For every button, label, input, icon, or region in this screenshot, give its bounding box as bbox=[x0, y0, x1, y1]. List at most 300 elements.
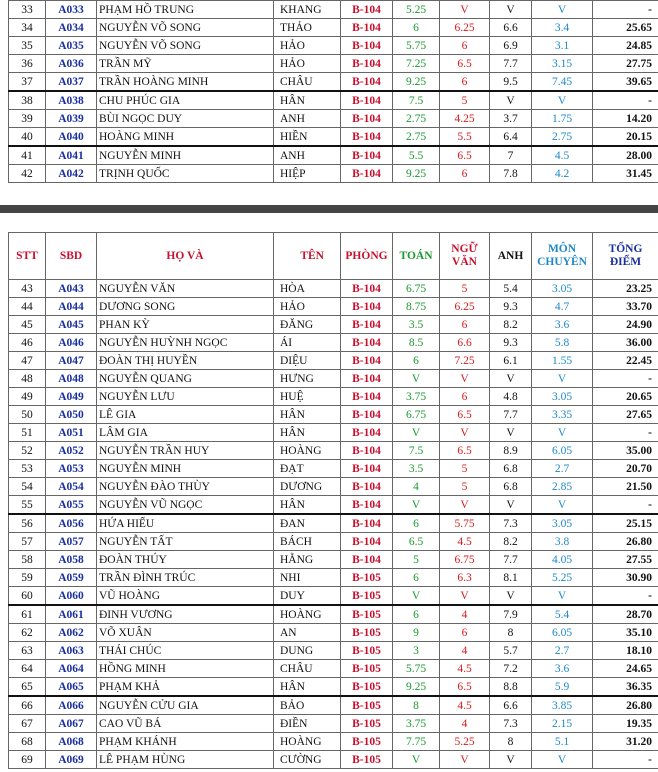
cell-ten: HUỆ bbox=[274, 388, 341, 406]
cell-van: 5 bbox=[440, 280, 490, 298]
cell-ho: NGUYỄN QUANG bbox=[97, 370, 274, 388]
cell-sbd: A038 bbox=[46, 91, 97, 110]
cell-anh: 6.9 bbox=[490, 37, 532, 55]
header-van: NGỮ VĂN bbox=[440, 233, 490, 280]
cell-tong: 39.65 bbox=[593, 73, 658, 92]
cell-tong: 28.00 bbox=[593, 146, 658, 165]
cell-phong: B-104 bbox=[341, 406, 393, 424]
cell-chuyen: 1.75 bbox=[532, 110, 593, 128]
cell-chuyen: 4.5 bbox=[532, 146, 593, 165]
cell-ho: CHU PHÚC GIA bbox=[97, 91, 274, 110]
cell-chuyen: V bbox=[532, 424, 593, 442]
cell-sbd: A065 bbox=[46, 678, 97, 697]
table-row bbox=[9, 91, 658, 110]
cell-stt: 46 bbox=[9, 334, 46, 352]
cell-stt: 49 bbox=[9, 388, 46, 406]
table-row bbox=[9, 533, 658, 551]
cell-tong: 24.90 bbox=[593, 316, 658, 334]
cell-ho: PHẠM KHẢ bbox=[97, 678, 274, 697]
cell-sbd: A040 bbox=[46, 128, 97, 147]
cell-toan: 7.25 bbox=[393, 55, 440, 73]
table-row bbox=[9, 642, 658, 660]
cell-anh: 9.5 bbox=[490, 73, 532, 92]
cell-van: 4 bbox=[440, 605, 490, 624]
table-row bbox=[9, 146, 658, 165]
cell-ten: CHÂU bbox=[274, 660, 341, 678]
cell-anh: 7.7 bbox=[490, 55, 532, 73]
cell-ten: ĐĂNG bbox=[274, 316, 341, 334]
cell-ten: HIỆP bbox=[274, 165, 341, 183]
cell-stt: 67 bbox=[9, 715, 46, 733]
cell-tong: 20.70 bbox=[593, 460, 658, 478]
cell-phong: B-104 bbox=[341, 1, 393, 19]
cell-chuyen: 3.6 bbox=[532, 660, 593, 678]
header-anh: ANH bbox=[490, 233, 532, 280]
cell-van: 5 bbox=[440, 91, 490, 110]
cell-ho: TRỊNH QUỐC bbox=[97, 165, 274, 183]
cell-van: 6 bbox=[440, 388, 490, 406]
cell-phong: B-105 bbox=[341, 642, 393, 660]
cell-phong: B-104 bbox=[341, 280, 393, 298]
cell-ho: HỨA HIẾU bbox=[97, 514, 274, 533]
cell-van: 5 bbox=[440, 478, 490, 496]
cell-toan: 5.75 bbox=[393, 660, 440, 678]
cell-ten: HÂN bbox=[274, 406, 341, 424]
cell-phong: B-105 bbox=[341, 569, 393, 587]
cell-stt: 36 bbox=[9, 55, 46, 73]
cell-ten: DUY bbox=[274, 587, 341, 606]
cell-tong: 19.35 bbox=[593, 715, 658, 733]
cell-tong: 35.10 bbox=[593, 624, 658, 642]
cell-anh: V bbox=[490, 370, 532, 388]
cell-van: 6.25 bbox=[440, 19, 490, 37]
cell-toan: 7.5 bbox=[393, 91, 440, 110]
cell-toan: 7.75 bbox=[393, 733, 440, 751]
header-stt: STT bbox=[9, 233, 46, 280]
cell-ho: VŨ HOÀNG bbox=[97, 587, 274, 606]
cell-anh: V bbox=[490, 496, 532, 515]
cell-sbd: A050 bbox=[46, 406, 97, 424]
table-row bbox=[9, 569, 658, 587]
cell-phong: B-104 bbox=[341, 55, 393, 73]
cell-stt: 47 bbox=[9, 352, 46, 370]
cell-ten: HẰNG bbox=[274, 551, 341, 569]
cell-tong: 33.70 bbox=[593, 298, 658, 316]
cell-anh: 9.3 bbox=[490, 334, 532, 352]
cell-ten: HOÀNG bbox=[274, 605, 341, 624]
cell-stt: 51 bbox=[9, 424, 46, 442]
cell-sbd: A037 bbox=[46, 73, 97, 92]
cell-phong: B-104 bbox=[341, 110, 393, 128]
cell-anh: 6.1 bbox=[490, 352, 532, 370]
cell-sbd: A045 bbox=[46, 316, 97, 334]
cell-stt: 33 bbox=[9, 1, 46, 19]
cell-van: V bbox=[440, 370, 490, 388]
cell-anh: 8 bbox=[490, 624, 532, 642]
cell-stt: 66 bbox=[9, 696, 46, 715]
cell-anh: 6.4 bbox=[490, 128, 532, 147]
cell-ho: TRẦN MỸ bbox=[97, 55, 274, 73]
cell-toan: V bbox=[393, 370, 440, 388]
cell-sbd: A061 bbox=[46, 605, 97, 624]
cell-tong: 28.70 bbox=[593, 605, 658, 624]
cell-sbd: A055 bbox=[46, 496, 97, 515]
cell-tong: 14.20 bbox=[593, 110, 658, 128]
cell-sbd: A063 bbox=[46, 642, 97, 660]
cell-chuyen: 5.9 bbox=[532, 678, 593, 697]
cell-anh: 8.1 bbox=[490, 569, 532, 587]
cell-anh: 7.3 bbox=[490, 715, 532, 733]
cell-anh: 5.7 bbox=[490, 642, 532, 660]
cell-phong: B-104 bbox=[341, 388, 393, 406]
cell-toan: 2.75 bbox=[393, 110, 440, 128]
cell-stt: 62 bbox=[9, 624, 46, 642]
cell-tong: 27.75 bbox=[593, 55, 658, 73]
cell-sbd: A067 bbox=[46, 715, 97, 733]
table-row bbox=[9, 370, 658, 388]
cell-van: 6 bbox=[440, 316, 490, 334]
cell-sbd: A047 bbox=[46, 352, 97, 370]
cell-ho: VÕ XUÂN bbox=[97, 624, 274, 642]
cell-anh: V bbox=[490, 1, 532, 19]
cell-phong: B-104 bbox=[341, 370, 393, 388]
cell-stt: 68 bbox=[9, 733, 46, 751]
cell-van: 6.5 bbox=[440, 146, 490, 165]
header-tong: TỔNG ĐIỂM bbox=[593, 233, 658, 280]
cell-phong: B-105 bbox=[341, 751, 393, 769]
cell-phong: B-104 bbox=[341, 424, 393, 442]
cell-phong: B-104 bbox=[341, 128, 393, 147]
cell-toan: 6 bbox=[393, 605, 440, 624]
cell-tong: - bbox=[593, 751, 658, 769]
cell-ten: HÂN bbox=[274, 496, 341, 515]
cell-toan: V bbox=[393, 496, 440, 515]
cell-ho: TRẦN HOÀNG MINH bbox=[97, 73, 274, 92]
cell-toan: 6.75 bbox=[393, 406, 440, 424]
cell-stt: 48 bbox=[9, 370, 46, 388]
table-row bbox=[9, 316, 658, 334]
cell-anh: 3.7 bbox=[490, 110, 532, 128]
cell-chuyen: 6.05 bbox=[532, 442, 593, 460]
cell-toan: 3.5 bbox=[393, 460, 440, 478]
cell-chuyen: V bbox=[532, 587, 593, 606]
cell-stt: 61 bbox=[9, 605, 46, 624]
cell-ten: HƯNG bbox=[274, 370, 341, 388]
table-row bbox=[9, 624, 658, 642]
cell-ho: NGUYỄN CỬU GIA bbox=[97, 696, 274, 715]
cell-ho: NGUYỄN MINH bbox=[97, 460, 274, 478]
cell-chuyen: 3.4 bbox=[532, 19, 593, 37]
cell-toan: 9.25 bbox=[393, 165, 440, 183]
cell-anh: V bbox=[490, 751, 532, 769]
table-row bbox=[9, 55, 658, 73]
table-row bbox=[9, 37, 658, 55]
cell-sbd: A042 bbox=[46, 165, 97, 183]
cell-ten: BẢO bbox=[274, 696, 341, 715]
cell-tong: 25.15 bbox=[593, 514, 658, 533]
cell-stt: 57 bbox=[9, 533, 46, 551]
cell-van: 6 bbox=[440, 624, 490, 642]
cell-tong: - bbox=[593, 1, 658, 19]
section-divider bbox=[0, 205, 658, 213]
cell-stt: 44 bbox=[9, 298, 46, 316]
table-row bbox=[9, 478, 658, 496]
cell-sbd: A039 bbox=[46, 110, 97, 128]
cell-tong: 31.20 bbox=[593, 733, 658, 751]
cell-phong: B-105 bbox=[341, 605, 393, 624]
cell-sbd: A052 bbox=[46, 442, 97, 460]
cell-phong: B-104 bbox=[341, 460, 393, 478]
cell-ten: KHANG bbox=[274, 1, 341, 19]
cell-sbd: A049 bbox=[46, 388, 97, 406]
cell-tong: 21.50 bbox=[593, 478, 658, 496]
cell-van: 6.5 bbox=[440, 678, 490, 697]
cell-ten: ANH bbox=[274, 110, 341, 128]
cell-van: 6.25 bbox=[440, 298, 490, 316]
cell-anh: 6.6 bbox=[490, 19, 532, 37]
cell-phong: B-104 bbox=[341, 37, 393, 55]
cell-anh: 8.9 bbox=[490, 442, 532, 460]
cell-stt: 56 bbox=[9, 514, 46, 533]
cell-sbd: A058 bbox=[46, 551, 97, 569]
cell-ho: LÂM GIA bbox=[97, 424, 274, 442]
cell-ho: TRẦN ĐÌNH TRÚC bbox=[97, 569, 274, 587]
cell-van: 6.5 bbox=[440, 406, 490, 424]
table-row bbox=[9, 1, 658, 19]
cell-chuyen: 4.7 bbox=[532, 298, 593, 316]
cell-sbd: A048 bbox=[46, 370, 97, 388]
cell-anh: 8.8 bbox=[490, 678, 532, 697]
cell-sbd: A036 bbox=[46, 55, 97, 73]
cell-van: 4.5 bbox=[440, 696, 490, 715]
cell-sbd: A059 bbox=[46, 569, 97, 587]
cell-ho: NGUYỄN HUỲNH NGỌC bbox=[97, 334, 274, 352]
header-chuyen: MÔN CHUYÊN bbox=[532, 233, 593, 280]
cell-chuyen: 3.15 bbox=[532, 55, 593, 73]
cell-chuyen: V bbox=[532, 1, 593, 19]
cell-van: V bbox=[440, 751, 490, 769]
cell-chuyen: 6.05 bbox=[532, 624, 593, 642]
cell-sbd: A054 bbox=[46, 478, 97, 496]
cell-toan: 6.75 bbox=[393, 280, 440, 298]
cell-phong: B-104 bbox=[341, 73, 393, 92]
cell-tong: - bbox=[593, 587, 658, 606]
table-row bbox=[9, 110, 658, 128]
cell-ho: NGUYỄN ĐÀO THÙY bbox=[97, 478, 274, 496]
cell-anh: 6.8 bbox=[490, 460, 532, 478]
cell-tong: - bbox=[593, 424, 658, 442]
cell-anh: 7.9 bbox=[490, 605, 532, 624]
cell-anh: 5.4 bbox=[490, 280, 532, 298]
cell-van: 4 bbox=[440, 715, 490, 733]
cell-ten: ANH bbox=[274, 146, 341, 165]
cell-anh: 6.6 bbox=[490, 696, 532, 715]
cell-sbd: A044 bbox=[46, 298, 97, 316]
cell-tong: 23.25 bbox=[593, 280, 658, 298]
cell-chuyen: 2.15 bbox=[532, 715, 593, 733]
cell-phong: B-104 bbox=[341, 496, 393, 515]
cell-phong: B-104 bbox=[341, 533, 393, 551]
cell-toan: 6 bbox=[393, 19, 440, 37]
cell-anh: 7.8 bbox=[490, 165, 532, 183]
cell-anh: 7 bbox=[490, 146, 532, 165]
cell-stt: 52 bbox=[9, 442, 46, 460]
cell-chuyen: 2.7 bbox=[532, 460, 593, 478]
cell-stt: 64 bbox=[9, 660, 46, 678]
cell-ho: ĐOÀN THÚY bbox=[97, 551, 274, 569]
cell-ten: ĐIỀN bbox=[274, 715, 341, 733]
cell-stt: 50 bbox=[9, 406, 46, 424]
cell-chuyen: 2.7 bbox=[532, 642, 593, 660]
cell-chuyen: 3.8 bbox=[532, 533, 593, 551]
cell-anh: 8.2 bbox=[490, 533, 532, 551]
cell-toan: 9 bbox=[393, 624, 440, 642]
cell-stt: 54 bbox=[9, 478, 46, 496]
table-row bbox=[9, 280, 658, 298]
cell-stt: 55 bbox=[9, 496, 46, 515]
cell-tong: 27.55 bbox=[593, 551, 658, 569]
cell-ten: HẢO bbox=[274, 298, 341, 316]
cell-ho: DƯƠNG SONG bbox=[97, 298, 274, 316]
table-row bbox=[9, 460, 658, 478]
cell-ten: HẢO bbox=[274, 55, 341, 73]
cell-tong: 26.80 bbox=[593, 533, 658, 551]
cell-van: 6 bbox=[440, 37, 490, 55]
cell-chuyen: 3.05 bbox=[532, 514, 593, 533]
cell-stt: 63 bbox=[9, 642, 46, 660]
cell-anh: V bbox=[490, 424, 532, 442]
cell-phong: B-104 bbox=[341, 352, 393, 370]
cell-tong: 36.00 bbox=[593, 334, 658, 352]
cell-ho: NGUYỄN MINH bbox=[97, 146, 274, 165]
table-row bbox=[9, 165, 658, 183]
cell-ho: NGUYỄN VÕ SONG bbox=[97, 19, 274, 37]
cell-anh: 8.2 bbox=[490, 316, 532, 334]
cell-anh: 8 bbox=[490, 733, 532, 751]
cell-toan: 2.75 bbox=[393, 128, 440, 147]
cell-stt: 37 bbox=[9, 73, 46, 92]
cell-stt: 43 bbox=[9, 280, 46, 298]
cell-ho: HOÀNG MINH bbox=[97, 128, 274, 147]
cell-chuyen: V bbox=[532, 91, 593, 110]
cell-ho: NGUYỄN VÕ SONG bbox=[97, 37, 274, 55]
cell-tong: - bbox=[593, 91, 658, 110]
cell-van: 5.5 bbox=[440, 128, 490, 147]
cell-van: 6 bbox=[440, 73, 490, 92]
cell-stt: 41 bbox=[9, 146, 46, 165]
cell-chuyen: 3.1 bbox=[532, 37, 593, 55]
cell-phong: B-104 bbox=[341, 165, 393, 183]
cell-van: 4 bbox=[440, 642, 490, 660]
cell-anh: V bbox=[490, 91, 532, 110]
cell-toan: 3.75 bbox=[393, 715, 440, 733]
cell-stt: 39 bbox=[9, 110, 46, 128]
cell-van: 4.25 bbox=[440, 110, 490, 128]
cell-van: 6.3 bbox=[440, 569, 490, 587]
cell-ho: NGUYỄN TRẦN HUY bbox=[97, 442, 274, 460]
cell-sbd: A041 bbox=[46, 146, 97, 165]
cell-toan: 3.5 bbox=[393, 316, 440, 334]
table-row bbox=[9, 715, 658, 733]
cell-van: 6.5 bbox=[440, 55, 490, 73]
cell-ten: CHÂU bbox=[274, 73, 341, 92]
cell-phong: B-105 bbox=[341, 678, 393, 697]
cell-sbd: A046 bbox=[46, 334, 97, 352]
cell-stt: 45 bbox=[9, 316, 46, 334]
cell-tong: 26.80 bbox=[593, 696, 658, 715]
cell-ten: DƯƠNG bbox=[274, 478, 341, 496]
cell-chuyen: 4.05 bbox=[532, 551, 593, 569]
cell-tong: 24.65 bbox=[593, 660, 658, 678]
cell-toan: 6 bbox=[393, 514, 440, 533]
cell-ten: ÁI bbox=[274, 334, 341, 352]
header-sbd: SBD bbox=[46, 233, 97, 280]
header-phong: PHÒNG bbox=[341, 233, 393, 280]
cell-ho: LÊ PHẠM HÙNG bbox=[97, 751, 274, 769]
cell-ten: HOÀNG bbox=[274, 442, 341, 460]
cell-tong: - bbox=[593, 370, 658, 388]
cell-van: V bbox=[440, 1, 490, 19]
header-toan: TOÁN bbox=[393, 233, 440, 280]
cell-tong: 20.65 bbox=[593, 388, 658, 406]
cell-toan: V bbox=[393, 587, 440, 606]
cell-ho: PHẠM KHÁNH bbox=[97, 733, 274, 751]
cell-ten: HÂN bbox=[274, 424, 341, 442]
cell-stt: 59 bbox=[9, 569, 46, 587]
cell-sbd: A033 bbox=[46, 1, 97, 19]
cell-toan: 8.75 bbox=[393, 298, 440, 316]
table-row bbox=[9, 19, 658, 37]
table-row bbox=[9, 696, 658, 715]
cell-van: 6 bbox=[440, 165, 490, 183]
table-row bbox=[9, 496, 658, 515]
cell-ho: NGUYỄN LƯU bbox=[97, 388, 274, 406]
cell-ho: ĐINH VƯƠNG bbox=[97, 605, 274, 624]
cell-ten: ĐAN bbox=[274, 514, 341, 533]
cell-tong: 24.85 bbox=[593, 37, 658, 55]
cell-toan: 5.25 bbox=[393, 1, 440, 19]
cell-ho: NGUYỄN VĂN bbox=[97, 280, 274, 298]
cell-phong: B-105 bbox=[341, 660, 393, 678]
cell-sbd: A069 bbox=[46, 751, 97, 769]
cell-van: V bbox=[440, 496, 490, 515]
cell-stt: 53 bbox=[9, 460, 46, 478]
cell-ten: DIỆU bbox=[274, 352, 341, 370]
cell-ho: BÙI NGỌC DUY bbox=[97, 110, 274, 128]
cell-ten: ĐẠT bbox=[274, 460, 341, 478]
cell-toan: 9.25 bbox=[393, 73, 440, 92]
cell-ten: HIỀN bbox=[274, 128, 341, 147]
cell-chuyen: V bbox=[532, 370, 593, 388]
score-table-bottom bbox=[8, 232, 658, 769]
cell-phong: B-104 bbox=[341, 551, 393, 569]
cell-sbd: A034 bbox=[46, 19, 97, 37]
cell-sbd: A051 bbox=[46, 424, 97, 442]
cell-stt: 38 bbox=[9, 91, 46, 110]
cell-chuyen: 2.75 bbox=[532, 128, 593, 147]
cell-van: V bbox=[440, 424, 490, 442]
cell-chuyen: 3.05 bbox=[532, 280, 593, 298]
cell-ho: NGUYỄN VŨ NGỌC bbox=[97, 496, 274, 515]
cell-ten: HÂN bbox=[274, 678, 341, 697]
table-row bbox=[9, 587, 658, 606]
cell-anh: 7.2 bbox=[490, 660, 532, 678]
table-row bbox=[9, 424, 658, 442]
cell-phong: B-104 bbox=[341, 514, 393, 533]
cell-stt: 65 bbox=[9, 678, 46, 697]
cell-toan: 3.75 bbox=[393, 388, 440, 406]
cell-chuyen: 4.2 bbox=[532, 165, 593, 183]
